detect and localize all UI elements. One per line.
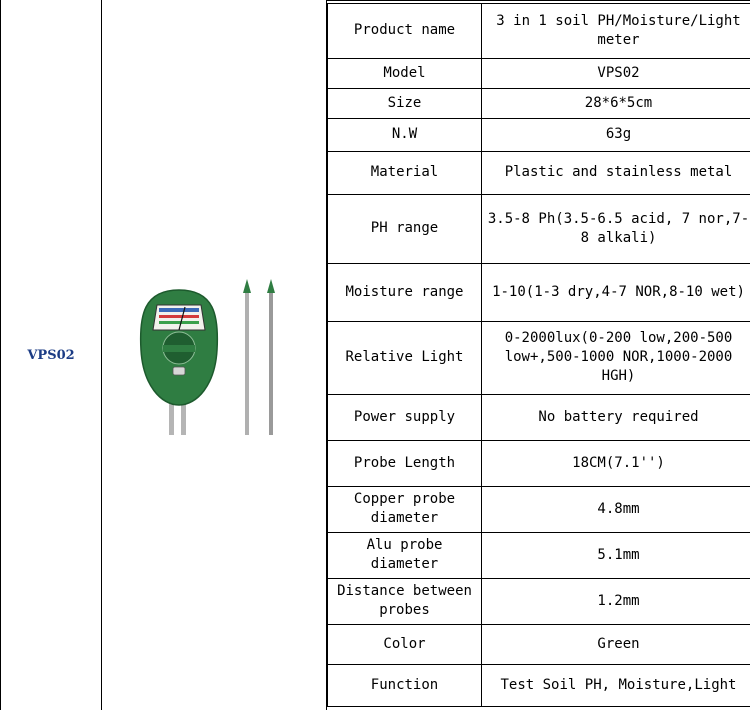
spec-label: Product name: [328, 2, 482, 58]
spec-label: PH range: [328, 194, 482, 263]
table-row: [328, 2, 750, 58]
spec-value: 3.5-8 Ph(3.5-6.5 acid, 7 nor,7-8 alkali): [482, 194, 750, 263]
table-row: [328, 263, 750, 321]
spec-value: 18CM(7.1''): [482, 440, 750, 486]
spec-label: Function: [328, 664, 482, 706]
table-row: [328, 394, 750, 440]
table-row: [328, 578, 750, 624]
table-row: [328, 58, 750, 88]
soil-meter-image: [139, 275, 289, 435]
spec-value: Green: [482, 624, 750, 664]
model-cell: [1, 0, 101, 710]
spec-value: 1.2mm: [482, 578, 750, 624]
spec-value: 0-2000lux(0-200 low,200-500 low+,500-1000 NOR,1000-2000 HGH): [482, 321, 750, 394]
table-row: [328, 88, 750, 118]
spec-value: 1-10(1-3 dry,4-7 NOR,8-10 wet): [482, 263, 750, 321]
table-row: [328, 151, 750, 194]
spec-value: 5.1mm: [482, 532, 750, 578]
spec-value: VPS02: [482, 58, 750, 88]
table-row: [328, 440, 750, 486]
spec-label: Probe Length: [328, 440, 482, 486]
specification-table: [327, 0, 750, 707]
spec-label: Distance between probes: [328, 578, 482, 624]
table-row: [328, 194, 750, 263]
spec-label: Copper probe diameter: [328, 486, 482, 532]
spec-value: 63g: [482, 118, 750, 151]
spec-value: 3 in 1 soil PH/Moisture/Light meter: [482, 2, 750, 58]
spec-label: Relative Light: [328, 321, 482, 394]
table-row: [328, 321, 750, 394]
spec-label: N.W: [328, 118, 482, 151]
spec-label: Alu probe diameter: [328, 532, 482, 578]
spec-value: 4.8mm: [482, 486, 750, 532]
table-row: [328, 532, 750, 578]
spec-value: 28*6*5cm: [482, 88, 750, 118]
spec-label: Size: [328, 88, 482, 118]
spec-label: Power supply: [328, 394, 482, 440]
spec-label: Moisture range: [328, 263, 482, 321]
table-row: [328, 486, 750, 532]
spec-label: Color: [328, 624, 482, 664]
model-label: VPS02: [27, 347, 75, 363]
spec-label: Material: [328, 151, 482, 194]
table-row: [328, 624, 750, 664]
spec-value: No battery required: [482, 394, 750, 440]
table-row: [328, 664, 750, 706]
spec-label: Model: [328, 58, 482, 88]
spec-value: Plastic and stainless metal: [482, 151, 750, 194]
product-image-cell: [102, 0, 326, 710]
table-row: [328, 118, 750, 151]
spec-value: Test Soil PH, Moisture,Light: [482, 664, 750, 706]
